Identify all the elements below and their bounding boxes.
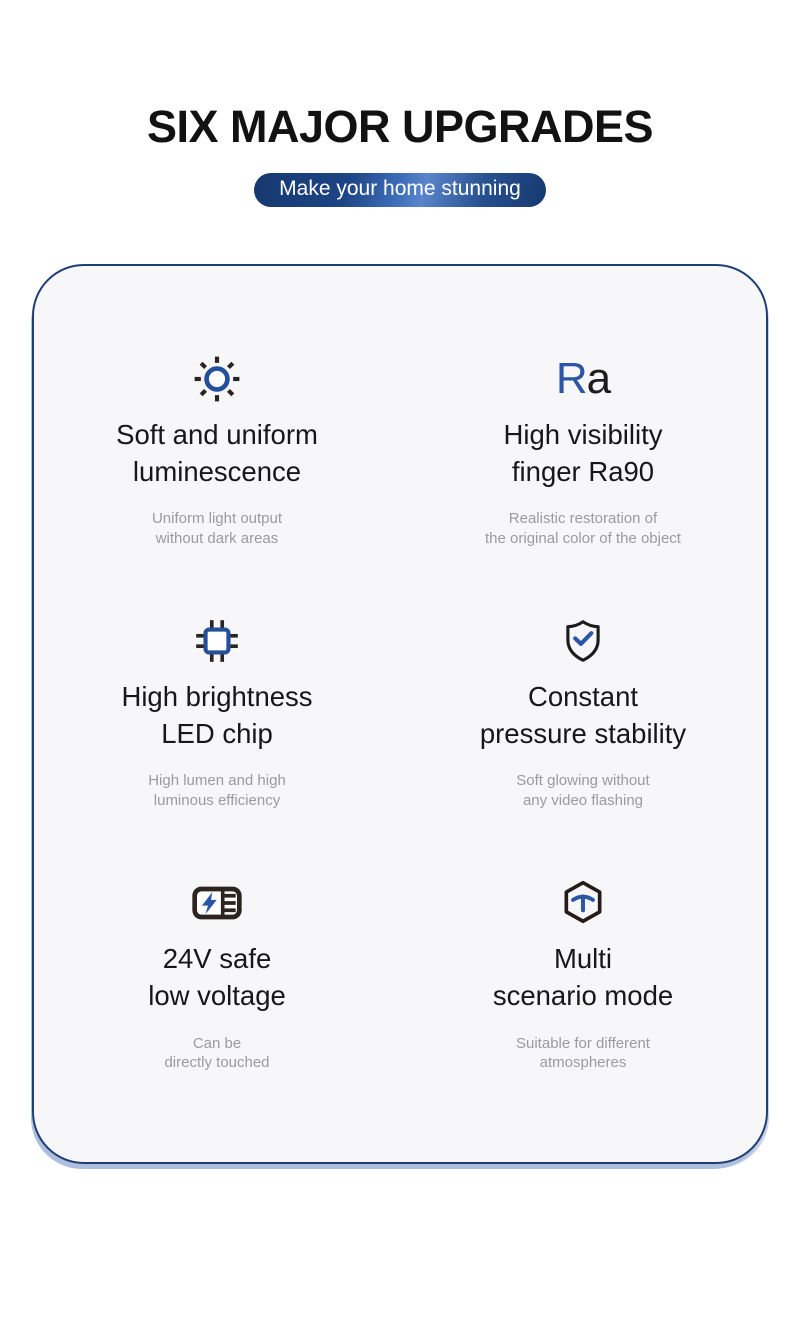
- feature-item-led-chip: [34, 614, 400, 810]
- feature-description: Suitable for different atmospheres: [516, 1034, 650, 1072]
- feature-description: Uniform light output without dark areas: [151, 510, 283, 547]
- feature-description: Can be directly touched: [164, 1034, 270, 1072]
- feature-title: 24V safe low voltage: [148, 943, 286, 1011]
- feature-description: Realistic restoration of the original color of the object: [485, 510, 681, 547]
- shield-check-icon: [558, 614, 608, 668]
- feature-title: Multi scenario mode: [492, 943, 674, 1011]
- led-chip-icon: [192, 614, 242, 668]
- tagline-badge: Make your home stunning: [254, 173, 546, 207]
- features-grid: [34, 266, 766, 1072]
- feature-title: Constant pressure stability: [479, 681, 687, 749]
- feature-item-ra90: [400, 352, 766, 548]
- feature-item-luminescence: [34, 352, 400, 548]
- feature-item-low-voltage: [34, 876, 400, 1072]
- feature-title: High visibility finger Ra90: [503, 419, 663, 487]
- feature-item-pressure-stability: [400, 614, 766, 810]
- page-title: SIX MAJOR UPGRADES: [146, 101, 654, 152]
- sun-brightness-icon: [192, 352, 242, 406]
- feature-title: Soft and uniform luminescence: [116, 419, 318, 487]
- feature-title: High brightness LED chip: [121, 681, 313, 749]
- features-card: [32, 264, 768, 1164]
- hexagon-scenario-icon: [558, 876, 608, 930]
- feature-description: High lumen and high luminous efficiency: [148, 772, 286, 809]
- page-header: [0, 0, 800, 207]
- feature-item-multi-scenario: [400, 876, 766, 1072]
- battery-lightning-icon: [190, 876, 244, 930]
- ra-color-rendering-icon: Ra: [555, 354, 611, 404]
- feature-description: Soft glowing without any video flashing: [516, 772, 650, 809]
